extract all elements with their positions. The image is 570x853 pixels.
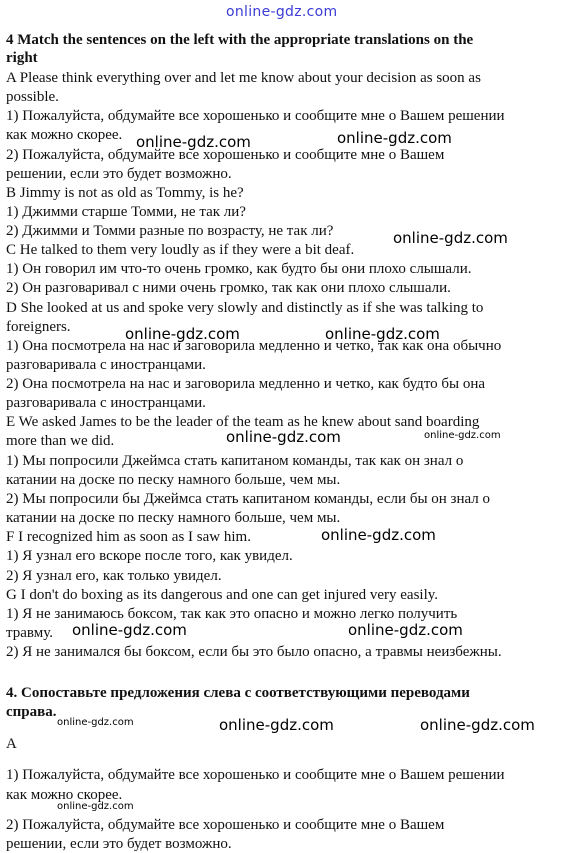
- text-line: C He talked to them very loudly as if they were a bit deaf.: [6, 242, 355, 258]
- watermark: online-gdz.com: [321, 526, 436, 544]
- text-line: решении, если это будет возможно.: [6, 836, 232, 852]
- text-line: 1) Джимми старше Томми, не так ли?: [6, 204, 246, 220]
- text-line: 1) Мы попросили Джеймса стать капитаном команды, так как он знал о: [6, 453, 464, 469]
- text-line: 2) Мы попросили бы Джеймса стать капитаном команды, если бы он знал о: [6, 491, 491, 507]
- text-line: травму.: [6, 625, 53, 641]
- text-line: 2) Пожалуйста, обдумайте все хорошенько и сообщите мне о Вашем: [6, 147, 445, 163]
- text-line: 1) Пожалуйста, обдумайте все хорошенько и сообщите мне о Вашем решении: [6, 767, 505, 783]
- watermark: online-gdz.com: [393, 229, 508, 247]
- text-line: 1) Она посмотрела на нас и заговорила медленно и четко, так как она обычно: [6, 338, 502, 354]
- text-line: more than we did.: [6, 433, 115, 449]
- text-line: D She looked at us and spoke very slowly and distinctly as if she was talking to: [6, 300, 484, 316]
- text-line: E We asked James to be the leader of the team as he knew about sand boarding: [6, 414, 480, 430]
- text-line: F I recognized him as soon as I saw him.: [6, 529, 251, 545]
- text-line: 2) Она посмотрела на нас и заговорила медленно и четко, как будто бы она: [6, 376, 486, 392]
- text-line: катании на доске по песку намного больше, чем мы.: [6, 510, 341, 526]
- russian-heading-cont: справа.: [6, 704, 57, 720]
- english-heading: 4 Match the sentences on the left with the appropriate translations on the: [6, 32, 474, 48]
- watermark-small: online-gdz.com: [57, 717, 134, 728]
- watermark: online-gdz.com: [72, 621, 187, 639]
- text-line: 1) Я не занимаюсь боксом, так как это опасно и можно легко получить: [6, 606, 458, 622]
- text-line: 2) Я не занимался бы боксом, если бы это было опасно, а травмы неизбежны.: [6, 644, 502, 660]
- watermark: online-gdz.com: [325, 325, 440, 343]
- text-line: possible.: [6, 89, 59, 105]
- text-line: 1) Он говорил им что-то очень громко, как будто бы они плохо слышали.: [6, 261, 472, 277]
- text-line: разговаривала с иностранцами.: [6, 395, 206, 411]
- watermark-small: online-gdz.com: [424, 430, 501, 441]
- watermark-top: online-gdz.com: [226, 4, 338, 20]
- text-line: решении, если это будет возможно.: [6, 166, 232, 182]
- text-line: 2) Я узнал его, как только увидел.: [6, 568, 222, 584]
- text-line: как можно скорее.: [6, 787, 123, 803]
- watermark: online-gdz.com: [226, 428, 341, 446]
- russian-heading: 4. Сопоставьте предложения слева с соответствующими переводами: [6, 685, 470, 701]
- text-line: B Jimmy is not as old as Tommy, is he?: [6, 185, 244, 201]
- watermark: online-gdz.com: [136, 133, 251, 151]
- text-line: разговаривала с иностранцами.: [6, 357, 206, 373]
- text-line: катании на доске по песку намного больше, чем мы.: [6, 472, 341, 488]
- text-line: G I don't do boxing as its dangerous and one can get injured very easily.: [6, 587, 439, 603]
- text-line: как можно скорее.: [6, 127, 123, 143]
- watermark: online-gdz.com: [420, 716, 535, 734]
- text-line: A: [6, 736, 17, 752]
- text-line: 1) Я узнал его вскоре после того, как увидел.: [6, 548, 293, 564]
- text-line: foreigners.: [6, 319, 71, 335]
- watermark: online-gdz.com: [337, 129, 452, 147]
- watermark-small: online-gdz.com: [57, 801, 134, 812]
- text-line: A Please think everything over and let me know about your decision as soon as: [6, 70, 481, 86]
- text-line: 2) Джимми и Томми разные по возрасту, не так ли?: [6, 223, 334, 239]
- text-line: 2) Он разговаривал с ними очень громко, так как они плохо слышали.: [6, 280, 451, 296]
- watermark: online-gdz.com: [348, 621, 463, 639]
- text-line: 2) Пожалуйста, обдумайте все хорошенько и сообщите мне о Вашем: [6, 817, 445, 833]
- watermark: online-gdz.com: [219, 716, 334, 734]
- watermark: online-gdz.com: [125, 325, 240, 343]
- english-heading-cont: right: [6, 50, 38, 66]
- text-line: 1) Пожалуйста, обдумайте все хорошенько и сообщите мне о Вашем решении: [6, 108, 505, 124]
